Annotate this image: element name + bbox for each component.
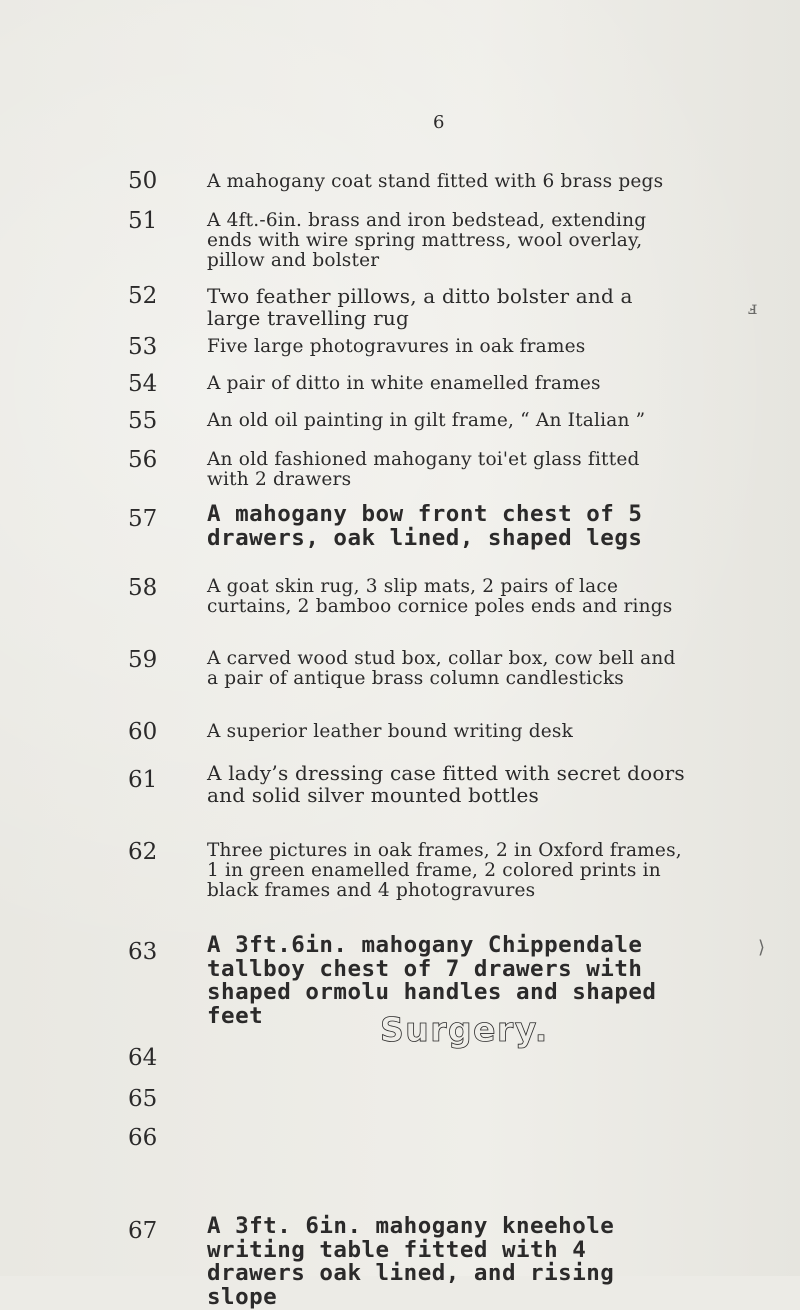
lot-number: 53 <box>128 334 158 360</box>
lot-number: 50 <box>128 168 158 194</box>
lot-description: A superior leather bound writing desk <box>207 721 573 742</box>
page-number: 6 <box>433 112 445 133</box>
lot-description: Three pictures in oak frames, 2 in Oxford frames, 1 in green enamelled frame, 2 colored prints in black frames and 4 photogravures <box>207 840 682 901</box>
lot-description: A carved wood stud box, collar box, cow bell and a pair of antique brass column candlesticks <box>207 648 676 689</box>
lot-number: 63 <box>128 939 158 965</box>
lot-number: 61 <box>128 767 158 793</box>
lot-description: Five large photogravures in oak frames <box>207 336 586 357</box>
section-heading: Surgery. <box>380 1010 549 1049</box>
lot-number: 60 <box>128 719 158 745</box>
lot-number: 51 <box>128 208 158 234</box>
lot-description: An old fashioned mahogany toi'et glass fitted with 2 drawers <box>207 449 640 490</box>
lot-number: 58 <box>128 575 158 601</box>
lot-number: 64 <box>128 1045 158 1071</box>
lot-description: A mahogany coat stand fitted with 6 brass pegs <box>207 171 664 192</box>
lot-number: 59 <box>128 647 158 673</box>
lot-number: 55 <box>128 408 158 434</box>
lot-number: 57 <box>128 506 158 532</box>
lot-number: 52 <box>128 283 158 309</box>
margin-mark: ⟩ <box>758 937 766 958</box>
lot-description: A 3ft. 6in. mahogany kneehole writing table fitted with 4 drawers oak lined, and rising slope <box>207 1213 615 1310</box>
lot-description: A 3ft.6in. mahogany Chippendale tallboy chest of 7 drawers with shaped ormolu handles and shaped feet <box>207 932 657 1029</box>
margin-mark: ⅎ <box>748 298 758 319</box>
lot-number: 66 <box>128 1125 158 1151</box>
lot-description: A goat skin rug, 3 slip mats, 2 pairs of lace curtains, 2 bamboo cornice poles ends and rings <box>207 576 673 617</box>
lot-number: 67 <box>128 1218 158 1244</box>
lot-number: 65 <box>128 1086 158 1112</box>
lot-number: 62 <box>128 839 158 865</box>
lot-description: A 4ft.-6in. brass and iron bedstead, extending ends with wire spring mattress, wool overlay, pillow and bolster <box>207 210 647 271</box>
lot-description: Two feather pillows, a ditto bolster and a large travelling rug <box>207 284 633 330</box>
lot-description: A mahogany bow front chest of 5 drawers, oak lined, shaped legs <box>207 501 643 551</box>
lot-number: 54 <box>128 371 158 397</box>
lot-description: An old oil painting in gilt frame, “ An Italian ” <box>207 410 646 431</box>
lot-description: A lady’s dressing case fitted with secret doors and solid silver mounted bottles <box>207 761 685 807</box>
lot-number: 56 <box>128 447 158 473</box>
lot-description: A pair of ditto in white enamelled frames <box>207 373 601 394</box>
